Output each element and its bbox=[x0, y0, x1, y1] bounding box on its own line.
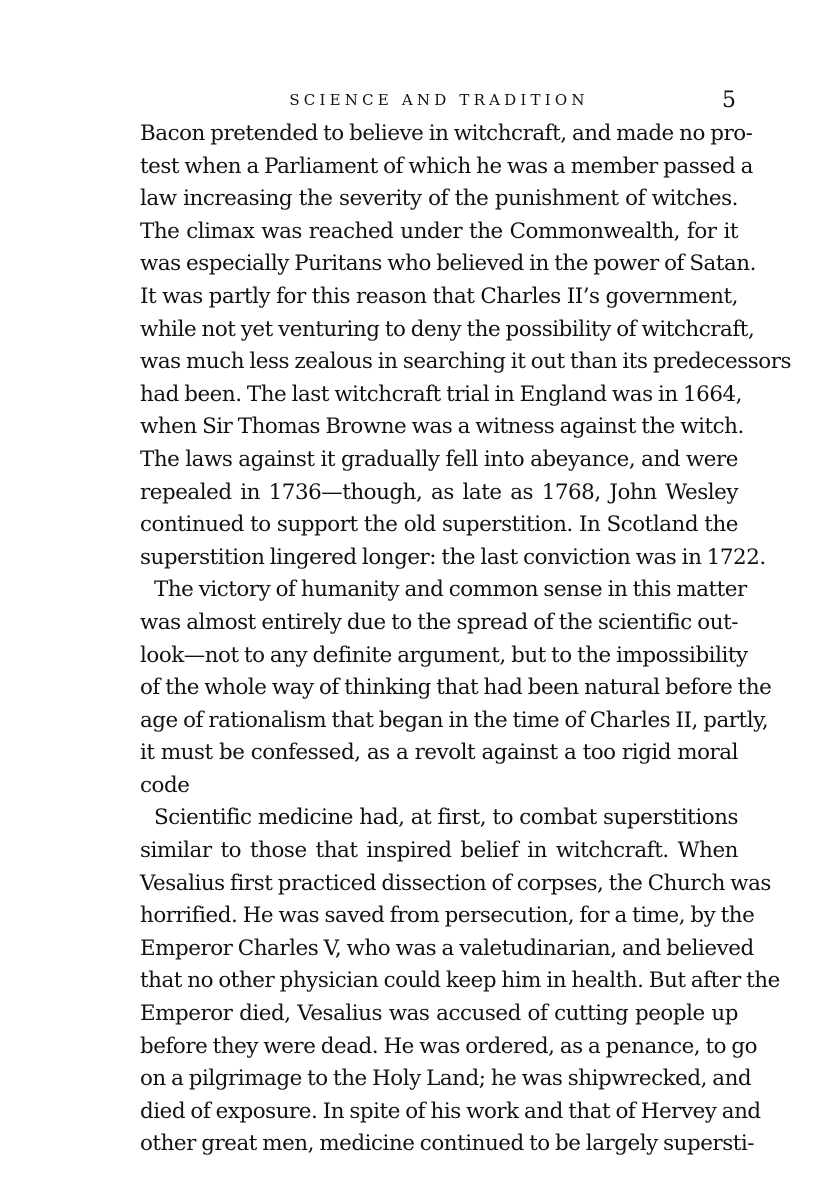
body-text bbox=[140, 118, 792, 1161]
text-line: test when a Parliament of which he was a member passed a bbox=[140, 153, 753, 179]
text-line: continued to support the old superstition. In Scotland the bbox=[140, 512, 738, 538]
text-line: The victory of humanity and common sense in this matter bbox=[154, 577, 747, 603]
text-line: The climax was reached under the Commonwealth, for it bbox=[140, 218, 738, 244]
text-line: was almost entirely due to the spread of the scientific out- bbox=[140, 609, 738, 635]
text-line: superstition lingered longer: the last conviction was in 1722. bbox=[140, 544, 766, 570]
text-line: Emperor Charles V, who was a valetudinarian, and believed bbox=[140, 935, 754, 961]
text-line: It was partly for this reason that Charles II’s government, bbox=[140, 283, 738, 309]
running-head bbox=[140, 86, 738, 118]
text-line: The laws against it gradually fell into abeyance, and were bbox=[140, 446, 738, 472]
text-line: repealed in 1736—though, as late as 1768, John Wesley bbox=[140, 479, 738, 505]
text-line: on a pilgrimage to the Holy Land; he was shipwrecked, and bbox=[140, 1066, 752, 1092]
text-line: died of exposure. In spite of his work and that of Hervey and bbox=[140, 1098, 761, 1124]
text-line: age of rationalism that began in the time of Charles II, partly, bbox=[140, 707, 769, 733]
text-line: look—not to any definite argument, but to the impossibility bbox=[140, 642, 748, 668]
text-line: it must be confessed, as a revolt against a too rigid moral bbox=[140, 740, 738, 766]
text-line: when Sir Thomas Browne was a witness against the witch. bbox=[140, 414, 744, 440]
text-line: other great men, medicine continued to be largely supersti- bbox=[140, 1131, 755, 1157]
text-line: law increasing the severity of the punishment of witches. bbox=[140, 186, 738, 212]
text-line: was much less zealous in searching it out than its predecessors bbox=[140, 349, 792, 375]
text-line: was especially Puritans who believed in the power of Satan. bbox=[140, 251, 756, 277]
text-line: Vesalius first practiced dissection of corpses, the Church was bbox=[140, 870, 771, 896]
text-line: of the whole way of thinking that had been natural before the bbox=[140, 675, 772, 701]
text-line: that no other physician could keep him in health. But after the bbox=[140, 968, 780, 994]
running-title: SCIENCE AND TRADITION bbox=[289, 91, 589, 109]
text-line: while not yet venturing to deny the possibility of witchcraft, bbox=[140, 316, 755, 342]
text-line: had been. The last witchcraft trial in England was in 1664, bbox=[140, 381, 743, 407]
text-line: Scientific medicine had, at first, to combat superstitions bbox=[154, 805, 738, 831]
text-line: horrified. He was saved from persecution, for a time, by the bbox=[140, 903, 755, 929]
text-line: similar to those that inspired belief in witchcraft. When bbox=[140, 838, 738, 864]
page-number: 5 bbox=[722, 88, 736, 113]
text-line: before they were dead. He was ordered, as a penance, to go bbox=[140, 1033, 758, 1059]
text-line: Bacon pretended to believe in witchcraft, and made no pro- bbox=[140, 121, 753, 146]
text-line: code bbox=[140, 772, 190, 798]
text-line: Emperor died, Vesalius was accused of cutting people up bbox=[140, 1001, 738, 1027]
